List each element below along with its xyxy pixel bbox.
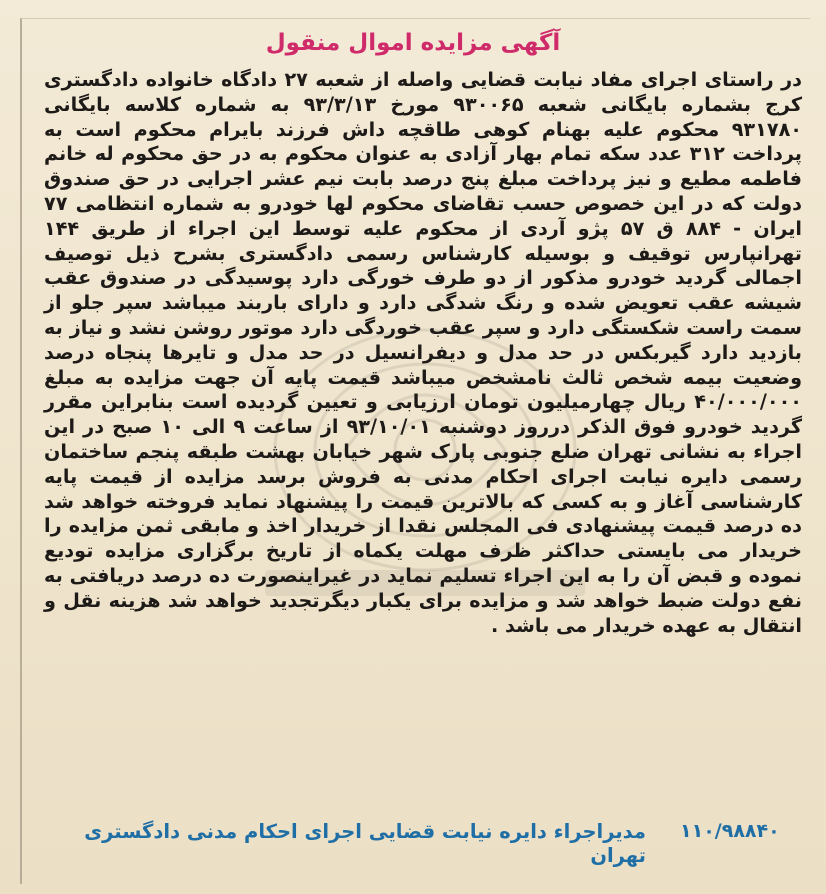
- signature-office: مدیراجراء دایره نیابت قضایی اجرای احکام مدنی دادگستری تهران: [84, 820, 646, 867]
- notice-body: در راستای اجرای مفاد نیابت قضایی واصله از شعبه ۲۷ دادگاه خانواده دادگستری کرج بشماره بایگانی شعبه ۹۳۰۰۶۵ مورخ ۹۳/۳/۱۳ به شماره کلاسه بایگانی ۹۳۱۷۸۰ محکوم علیه بهنام کوهی طاقچه داش فرزند بایرام محکوم است به پرداخت ۳۱۲ عدد سکه تمام بهار آزادی به عنوان محکوم به در حق محکوم له خانم فاطمه مطیع و نیز پرداخت مبلغ پنج درصد بابت نیم عشر اجرایی در حق صندوق دولت که در این خصوص حسب تقاضای محکوم لها خودرو به شماره انتظامی ۷۷ ایران - ۸۸۴ ق ۵۷ پژو آردی از محکوم علیه توسط این اجراء از طریق ۱۴۴ تهرانپارس توقیف و بوسیله کارشناس رسمی دادگستری بشرح ذیل توصیف اجمالی گردید خودرو مذکور از دو طرف خورگی دارد پوسیدگی در صندوق عقب شیشه عقب تعویض شده و رنگ شدگی دارد و دارای باربند میباشد سپر جلو از سمت راست شکستگی دارد و سپر عقب خوردگی دارد موتور روشن نشد و نیاز به بازدید دارد گیربکس در حد مدل و دیفرانسیل در حد مدل و تایرها پنجاه درصد وضعیت بیمه شخص ثالث نامشخص میباشد قیمت پایه آن جهت مزایده به مبلغ ۴۰/۰۰۰/۰۰۰ ریال چهارمیلیون تومان ارزیابی و تعیین گردیده است بنابراین مقرر گردید خودرو فوق الذکر درروز دوشنبه ۹۳/۱۰/۰۱ از ساعت ۹ الی ۱۰ صبح در این اجراء به نشانی تهران ضلع جنوبی پارک شهر خیابان بهشت طبقه پنجم ساختمان رسمی دایره نیابت اجرای احکام مدنی به فروش برسد مزایده از قیمت پایه کارشناسی آغاز و به کسی که بالاترین قیمت را پیشنهاد نماید فروخته خواهد شد ده درصد قیمت پیشنهادی فی المجلس نقدا از خریدار اخذ و مابقی ثمن مزایده را خریدار می بایستی حداکثر ظرف مهلت یکماه از تاریخ برگزاری مزایده تودیع نموده و قبض آن را به این اجراء تسلیم نماید در غیراینصورت ده درصد دریافتی به نفع دولت ضبط خواهد شد و مزایده برای یکبار دیگرتجدید خواهد شد هزینه نقل و انتقال به عهده خریدار می باشد .: [44, 68, 803, 637]
- notice-footer: [40, 820, 806, 868]
- notice-title: آگهی مزایده اموال منقول: [265, 30, 561, 56]
- reference-number: ۱۱۰/۹۸۸۴۰: [680, 820, 780, 842]
